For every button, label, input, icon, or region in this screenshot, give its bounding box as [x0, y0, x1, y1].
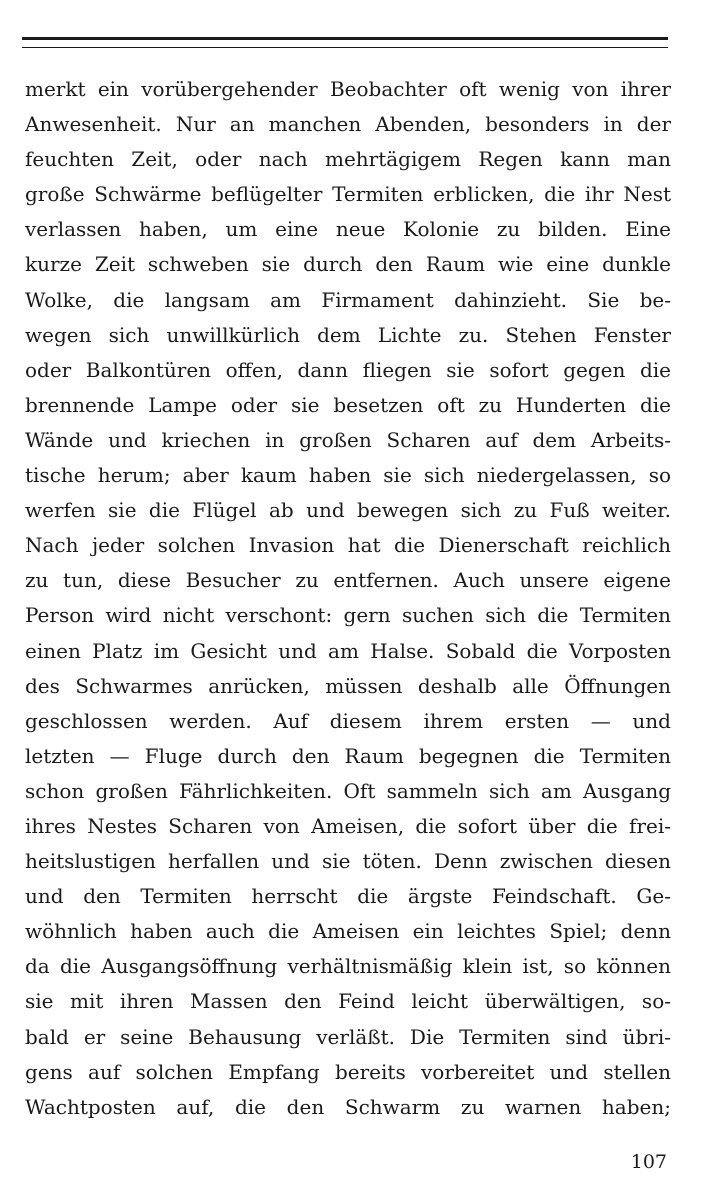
- text-line: tische herum; aber kaum haben sie sich niedergelassen, so: [25, 463, 671, 488]
- text-line: schon großen Fährlichkeiten. Oft sammeln sich am Ausgang: [25, 778, 671, 803]
- text-line: und den Termiten herrscht die ärgste Feindschaft. Ge-: [25, 884, 671, 909]
- text-line: da die Ausgangsöffnung verhältnismäßig klein ist, so können: [25, 954, 671, 979]
- text-line: wöhnlich haben auch die Ameisen ein leichtes Spiel; denn: [25, 919, 671, 944]
- text-line: Nach jeder solchen Invasion hat die Dienerschaft reichlich: [25, 533, 671, 558]
- text-line: große Schwärme beflügelter Termiten erblicken, die ihr Nest: [25, 182, 671, 207]
- text-line: letzten — Fluge durch den Raum begegnen die Termiten: [25, 743, 671, 768]
- text-line: Anwesenheit. Nur an manchen Abenden, besonders in der: [25, 112, 671, 137]
- header-rule-thick: [22, 37, 668, 40]
- text-line: brennende Lampe oder sie besetzen oft zu Hunderten die: [25, 392, 671, 417]
- text-line: sie mit ihren Massen den Feind leicht überwältigen, so-: [25, 989, 671, 1014]
- text-line: Wolke, die langsam am Firmament dahinzieht. Sie be-: [25, 287, 671, 312]
- text-line: wegen sich unwillkürlich dem Lichte zu. Stehen Fenster: [25, 322, 671, 347]
- text-line: gens auf solchen Empfang bereits vorbereitet und stellen: [25, 1059, 671, 1084]
- text-line: merkt ein vorübergehender Beobachter oft wenig von ihrer: [25, 77, 671, 101]
- text-line: oder Balkontüren offen, dann fliegen sie sofort gegen die: [25, 357, 671, 382]
- text-line: feuchten Zeit, oder nach mehrtägigem Regen kann man: [25, 147, 671, 172]
- text-line: zu tun, diese Besucher zu entfernen. Auch unsere eigene: [25, 568, 671, 593]
- text-line: bald er seine Behausung verläßt. Die Termiten sind übri-: [25, 1024, 671, 1049]
- text-line: Person wird nicht verschont: gern suchen sich die Termiten: [25, 603, 671, 628]
- text-line: Wände und kriechen in großen Scharen auf dem Arbeits-: [25, 427, 671, 452]
- text-line: werfen sie die Flügel ab und bewegen sich zu Fuß weiter.: [25, 498, 671, 523]
- text-line: einen Platz im Gesicht und am Halse. Sobald die Vorposten: [25, 638, 671, 663]
- header-rule-thin: [22, 47, 668, 48]
- text-line: ihres Nestes Scharen von Ameisen, die sofort über die frei-: [25, 813, 671, 838]
- text-line: heitslustigen herfallen und sie töten. Denn zwischen diesen: [25, 849, 671, 874]
- text-line: geschlossen werden. Auf diesem ihrem ersten — und: [25, 708, 671, 733]
- text-line: des Schwarmes anrücken, müssen deshalb alle Öffnungen: [25, 673, 671, 698]
- text-line: kurze Zeit schweben sie durch den Raum wie eine dunkle: [25, 252, 671, 277]
- text-line: Wachtposten auf, die den Schwarm zu warnen haben;: [25, 1094, 671, 1119]
- page-number: 107: [630, 1151, 667, 1173]
- body-text: [25, 72, 671, 1125]
- text-line: verlassen haben, um eine neue Kolonie zu bilden. Eine: [25, 217, 671, 242]
